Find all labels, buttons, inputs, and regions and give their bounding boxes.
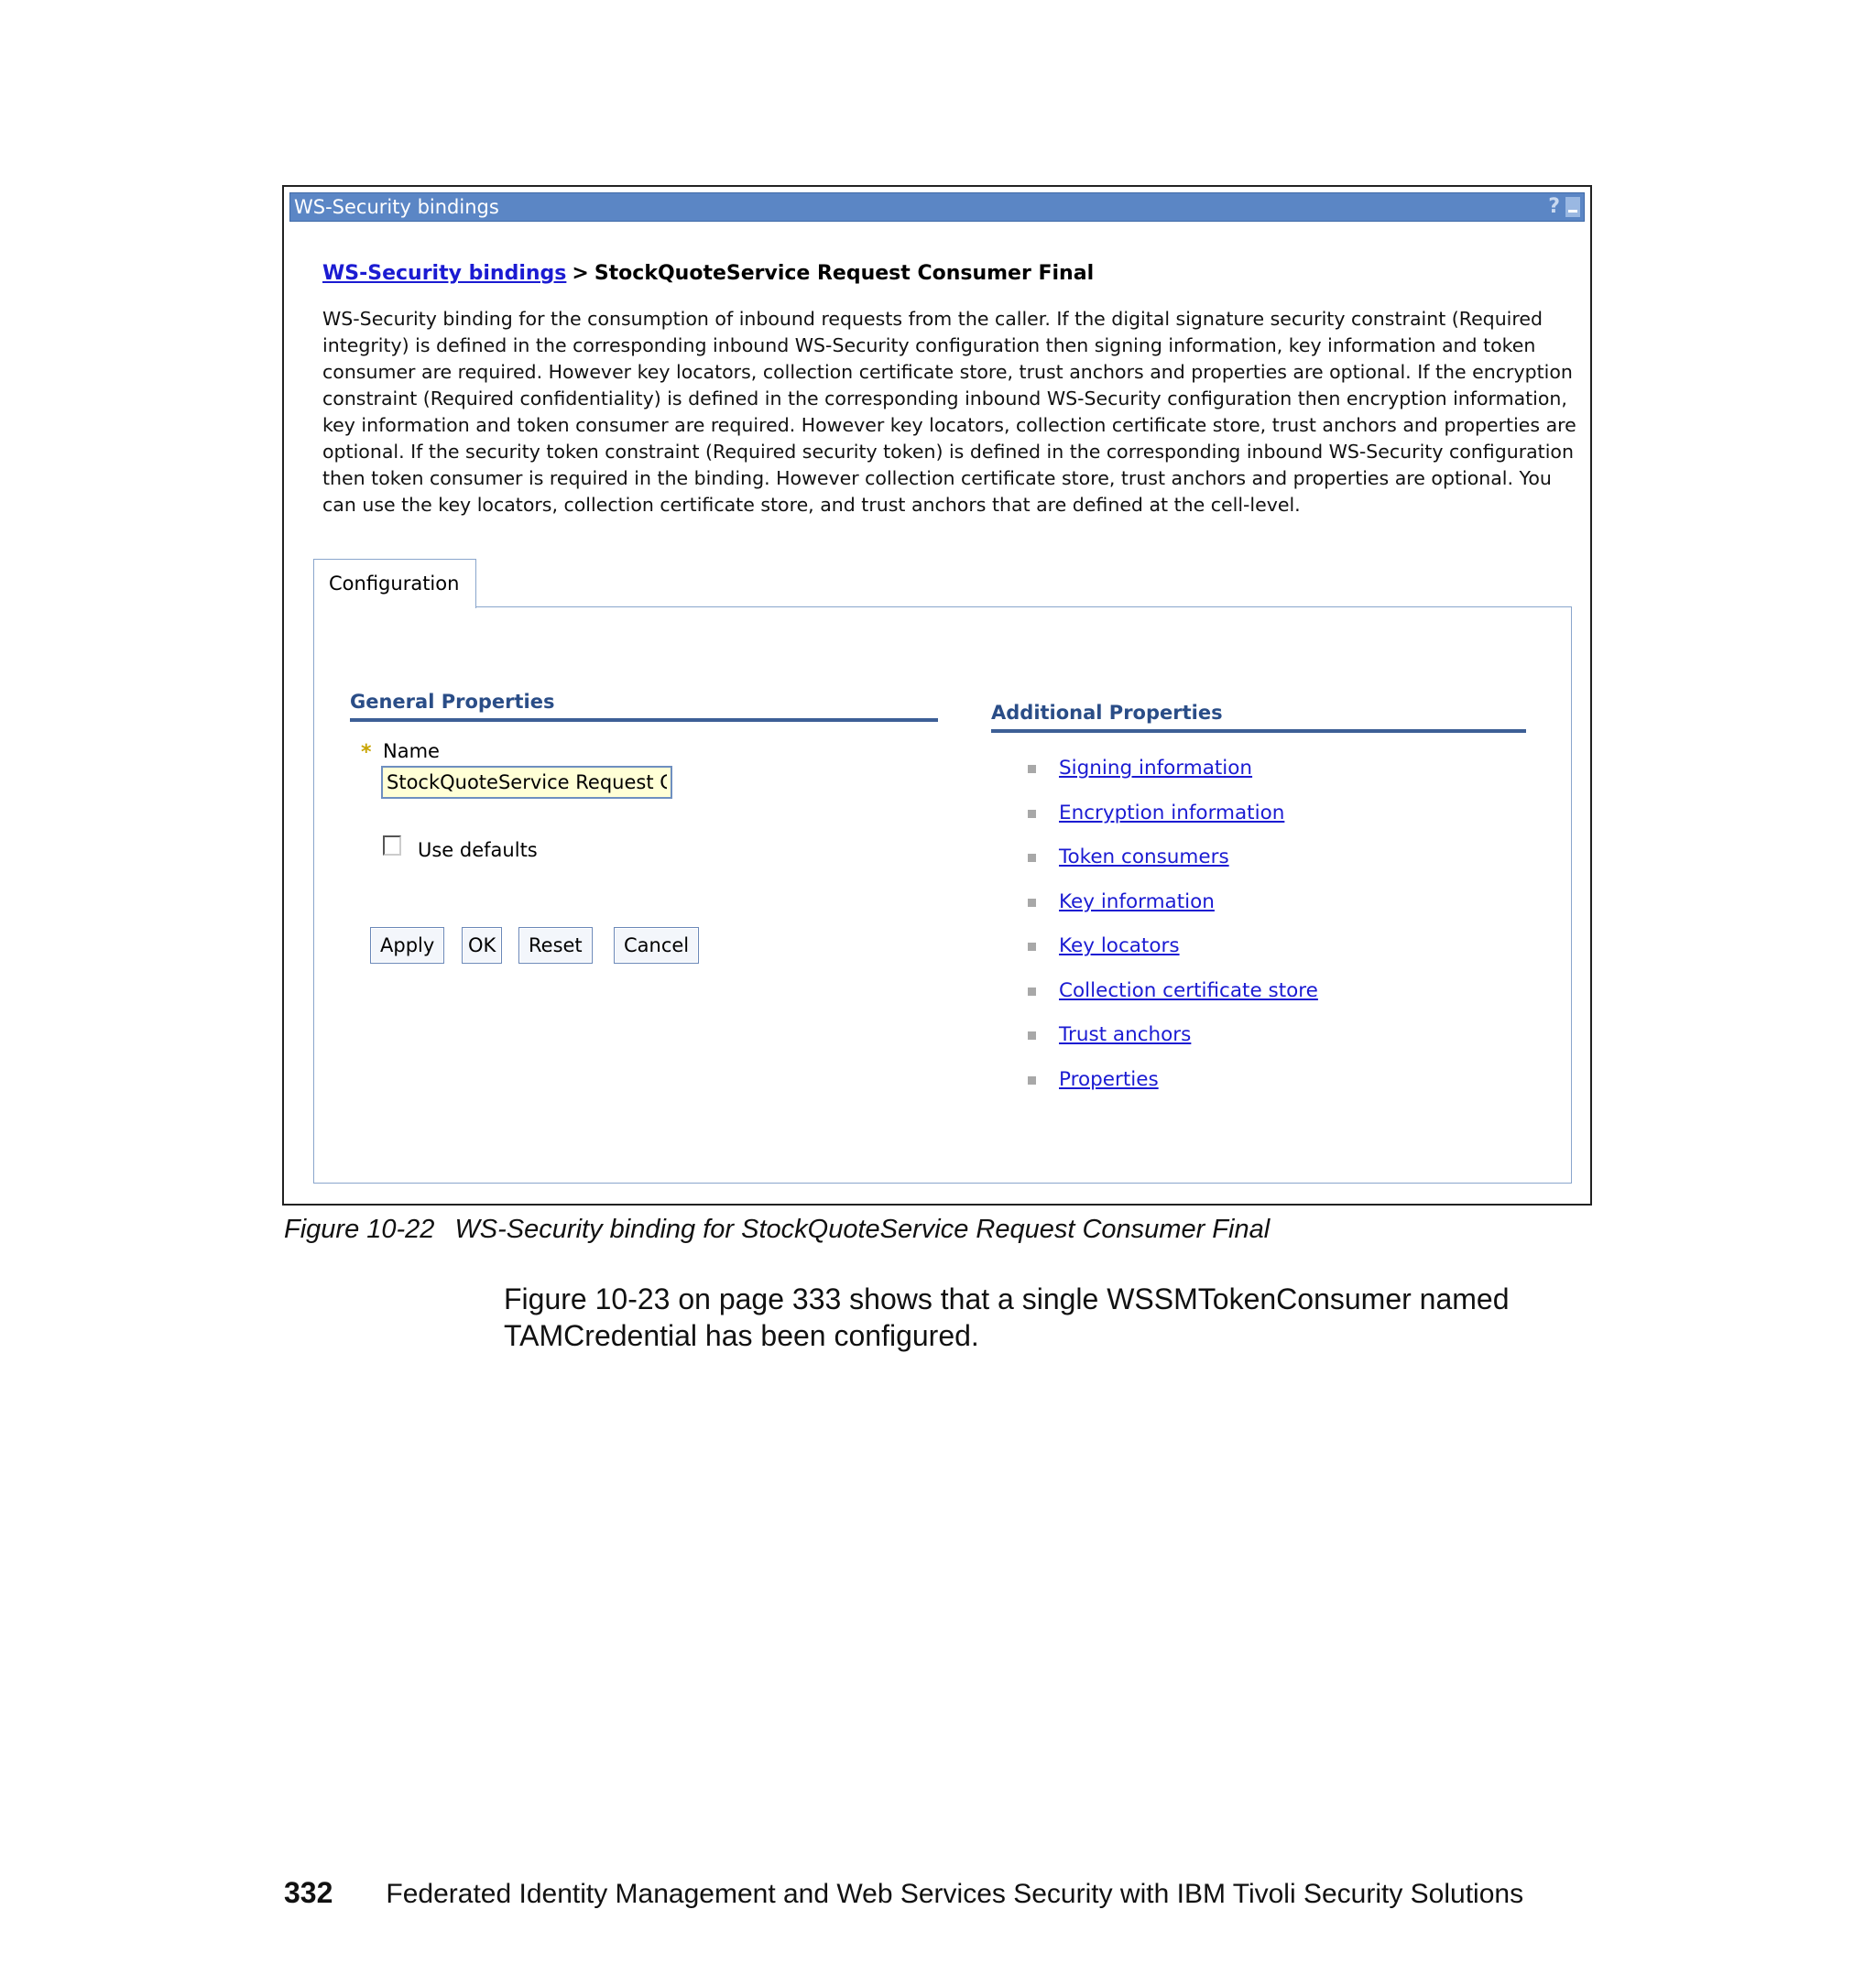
square-bullet-icon <box>1028 943 1036 951</box>
general-properties-divider <box>350 718 938 722</box>
square-bullet-icon <box>1028 1031 1036 1040</box>
key-information-link[interactable]: Key information <box>1059 889 1215 913</box>
signing-information-link[interactable]: Signing information <box>1059 757 1253 780</box>
breadcrumb-separator: > <box>572 262 589 285</box>
name-field[interactable] <box>381 766 672 799</box>
minimize-icon[interactable] <box>1565 197 1580 217</box>
use-defaults-label: Use defaults <box>418 839 538 861</box>
use-defaults-checkbox[interactable] <box>383 835 401 856</box>
apply-button[interactable]: Apply <box>370 927 444 964</box>
breadcrumb-link-ws-security-bindings[interactable]: WS-Security bindings <box>322 262 567 285</box>
tab-configuration[interactable]: Configuration <box>313 559 476 608</box>
book-title: Federated Identity Management and Web Services Security with IBM Tivoli Security Solutions <box>386 1879 1524 1909</box>
token-consumers-link[interactable]: Token consumers <box>1059 846 1229 868</box>
list-item <box>1022 802 1318 846</box>
encryption-information-link[interactable]: Encryption information <box>1059 801 1285 824</box>
name-label: Name <box>383 740 440 762</box>
key-locators-link[interactable]: Key locators <box>1059 934 1180 957</box>
square-bullet-icon <box>1028 765 1036 773</box>
general-properties-title: General Properties <box>350 691 555 713</box>
page-number: 332 <box>284 1876 333 1909</box>
screenshot-frame <box>282 185 1592 1206</box>
figure-caption-text: WS-Security binding for StockQuoteService Request Consumer Final <box>454 1215 1271 1244</box>
square-bullet-icon <box>1028 854 1036 862</box>
square-bullet-icon <box>1028 988 1036 996</box>
square-bullet-icon <box>1028 1076 1036 1085</box>
additional-properties-title: Additional Properties <box>991 702 1223 724</box>
collection-certificate-store-link[interactable]: Collection certificate store <box>1059 978 1318 1002</box>
trust-anchors-link[interactable]: Trust anchors <box>1059 1023 1192 1046</box>
ok-button[interactable]: OK <box>462 927 502 964</box>
window-title: WS-Security bindings <box>294 196 499 218</box>
page-footer <box>284 1876 1523 1910</box>
list-item <box>1022 890 1318 935</box>
breadcrumb <box>322 262 1094 285</box>
page-description: WS-Security binding for the consumption of inbound requests from the caller. If the digital signature security constraint (Required integrity) is defined in the corresponding inbound WS-Security configuration then signing information, key information and token consumer are required. However key locators, collection certificate store, trust anchors and properties are optional. If the encryption constraint (Required confidentiality) is defined in the corresponding inbound WS-Security configuration then encryption information, key information and token consumer are required. However key locators, collection certificate store, trust anchors and properties are optional. If the security token constraint (Required security token) is defined in the corresponding inbound WS-Security configuration then token consumer is required in the binding. However collection certificate store, trust anchors and properties are optional. You can use the key locators, collection certificate store, and trust anchors that are defined at the cell-level. <box>322 308 1576 516</box>
properties-link[interactable]: Properties <box>1059 1067 1159 1091</box>
breadcrumb-current: StockQuoteService Request Consumer Final <box>594 262 1095 285</box>
additional-properties-list <box>1022 757 1318 1112</box>
figure-number: Figure 10-22 <box>284 1215 435 1244</box>
reset-button[interactable]: Reset <box>518 927 593 964</box>
list-item <box>1022 1023 1318 1068</box>
list-item <box>1022 979 1318 1024</box>
list-item <box>1022 846 1318 890</box>
help-icon[interactable]: ? <box>1548 195 1560 218</box>
square-bullet-icon <box>1028 899 1036 907</box>
additional-properties-divider <box>991 729 1526 733</box>
list-item <box>1022 1068 1318 1113</box>
figure-caption <box>284 1215 1270 1245</box>
titlebar-icons <box>1548 193 1580 221</box>
list-item <box>1022 757 1318 802</box>
required-star-icon: * <box>361 741 372 764</box>
cancel-button[interactable]: Cancel <box>614 927 699 964</box>
body-paragraph: Figure 10-23 on page 333 shows that a single WSSMTokenConsumer named TAMCredential has been configured. <box>504 1282 1510 1352</box>
list-item <box>1022 934 1318 979</box>
window-titlebar <box>289 192 1585 222</box>
square-bullet-icon <box>1028 810 1036 818</box>
